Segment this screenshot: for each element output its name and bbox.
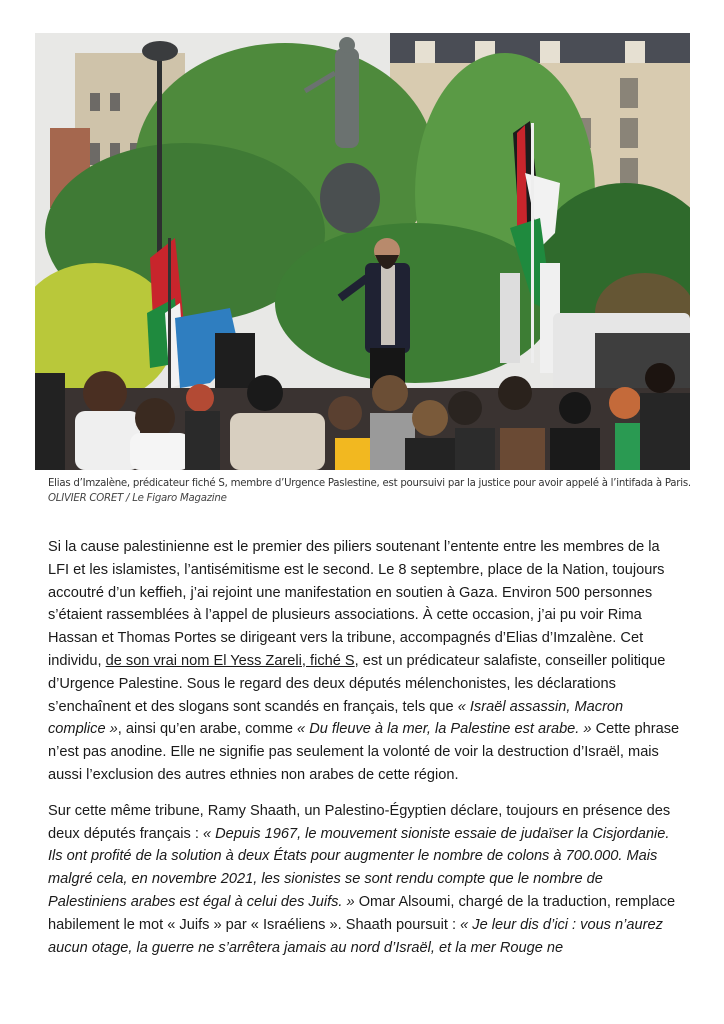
caption-text: Elias d’Imzalène, prédicateur fiché S, membre d’Urgence Paslestine, est poursuivi par la justice pour avoir appelé à l’intifada à Paris. [48,478,691,489]
p2-quote-1: « Depuis 1967, le mouvement sioniste essaie de judaïser la Cisjordanie. Ils ont profité de la solution à deux États pour augmenter le nombre de colons à 700.000. Mais malgré cela, en novembre 2021, les sionistes se sont rendu compte que le nombre de Palestiniens arabes est égal à celui des Juifs. » [48,825,670,910]
p2-quote-2: « Je leur dis d’ici : vous n’aurez aucun otage, la guerre ne s’arrêtera jamais au nord d’Israël, et la mer Rouge ne [48,916,663,956]
p2-text-2: Omar Alsoumi, chargé de la traduction, remplace habilement le mot « Juifs » par « Israéliens ». Shaath poursuit : [48,893,676,933]
speaker-box [215,333,255,393]
photo-credit: OLIVIER CORET / Le Figaro Magazine [48,493,227,504]
photo-caption [48,476,698,506]
p1-text-1: Si la cause palestinienne est le premier des piliers soutenant l’entente entre les membres de la LFI et les islamistes, l’antisémitisme est le second. Le 8 septembre, place de la Nation, toujours accoutré d’un keffieh, j’ai rejoint une manifestation en soutien à Gaza. Environ 500 personnes s’étaient rassemblées à l’appel de plusieurs associations. À cette occasion, j’ai pu voir Rima Hassan et Thomas Portes se dirigeant vers la tribune, accompagnés d’Elias d’Imzalène. Cet individu, [48,539,665,669]
p2-text-1: Sur cette même tribune, Ramy Shaath, un Palestino-Égyptien déclare, toujours en présence des deux députés français : [48,802,671,842]
article-photo [35,33,690,470]
p1-quote-2: « Du fleuve à la mer, la Palestine est arabe. » [297,721,592,738]
protest-scene [35,33,690,470]
paragraph-1 [48,536,680,787]
zareli-link[interactable]: de son vrai nom El Yess Zareli, fiché S [105,652,355,669]
article-body [48,536,680,972]
p1-text-4: Cette phrase n’est pas anodine. Elle ne signifie pas seulement la volonté de voir la destruction d’Israël, mais aussi l’exclusion des autres ethnies non arabes de cette région. [48,721,680,783]
paragraph-2 [48,800,680,960]
p1-quote-1: « Israël assassin, Macron complice » [48,698,624,738]
p1-text-2: , est un prédicateur salafiste, conseiller politique d’Urgence Palestine. Sous le regard des deux députés mélenchonistes, les déclarations s’enchaînent et des slogans sont scandés en français, tels que [48,652,666,715]
p1-text-3: , ainsi qu’en arabe, comme [117,721,298,738]
